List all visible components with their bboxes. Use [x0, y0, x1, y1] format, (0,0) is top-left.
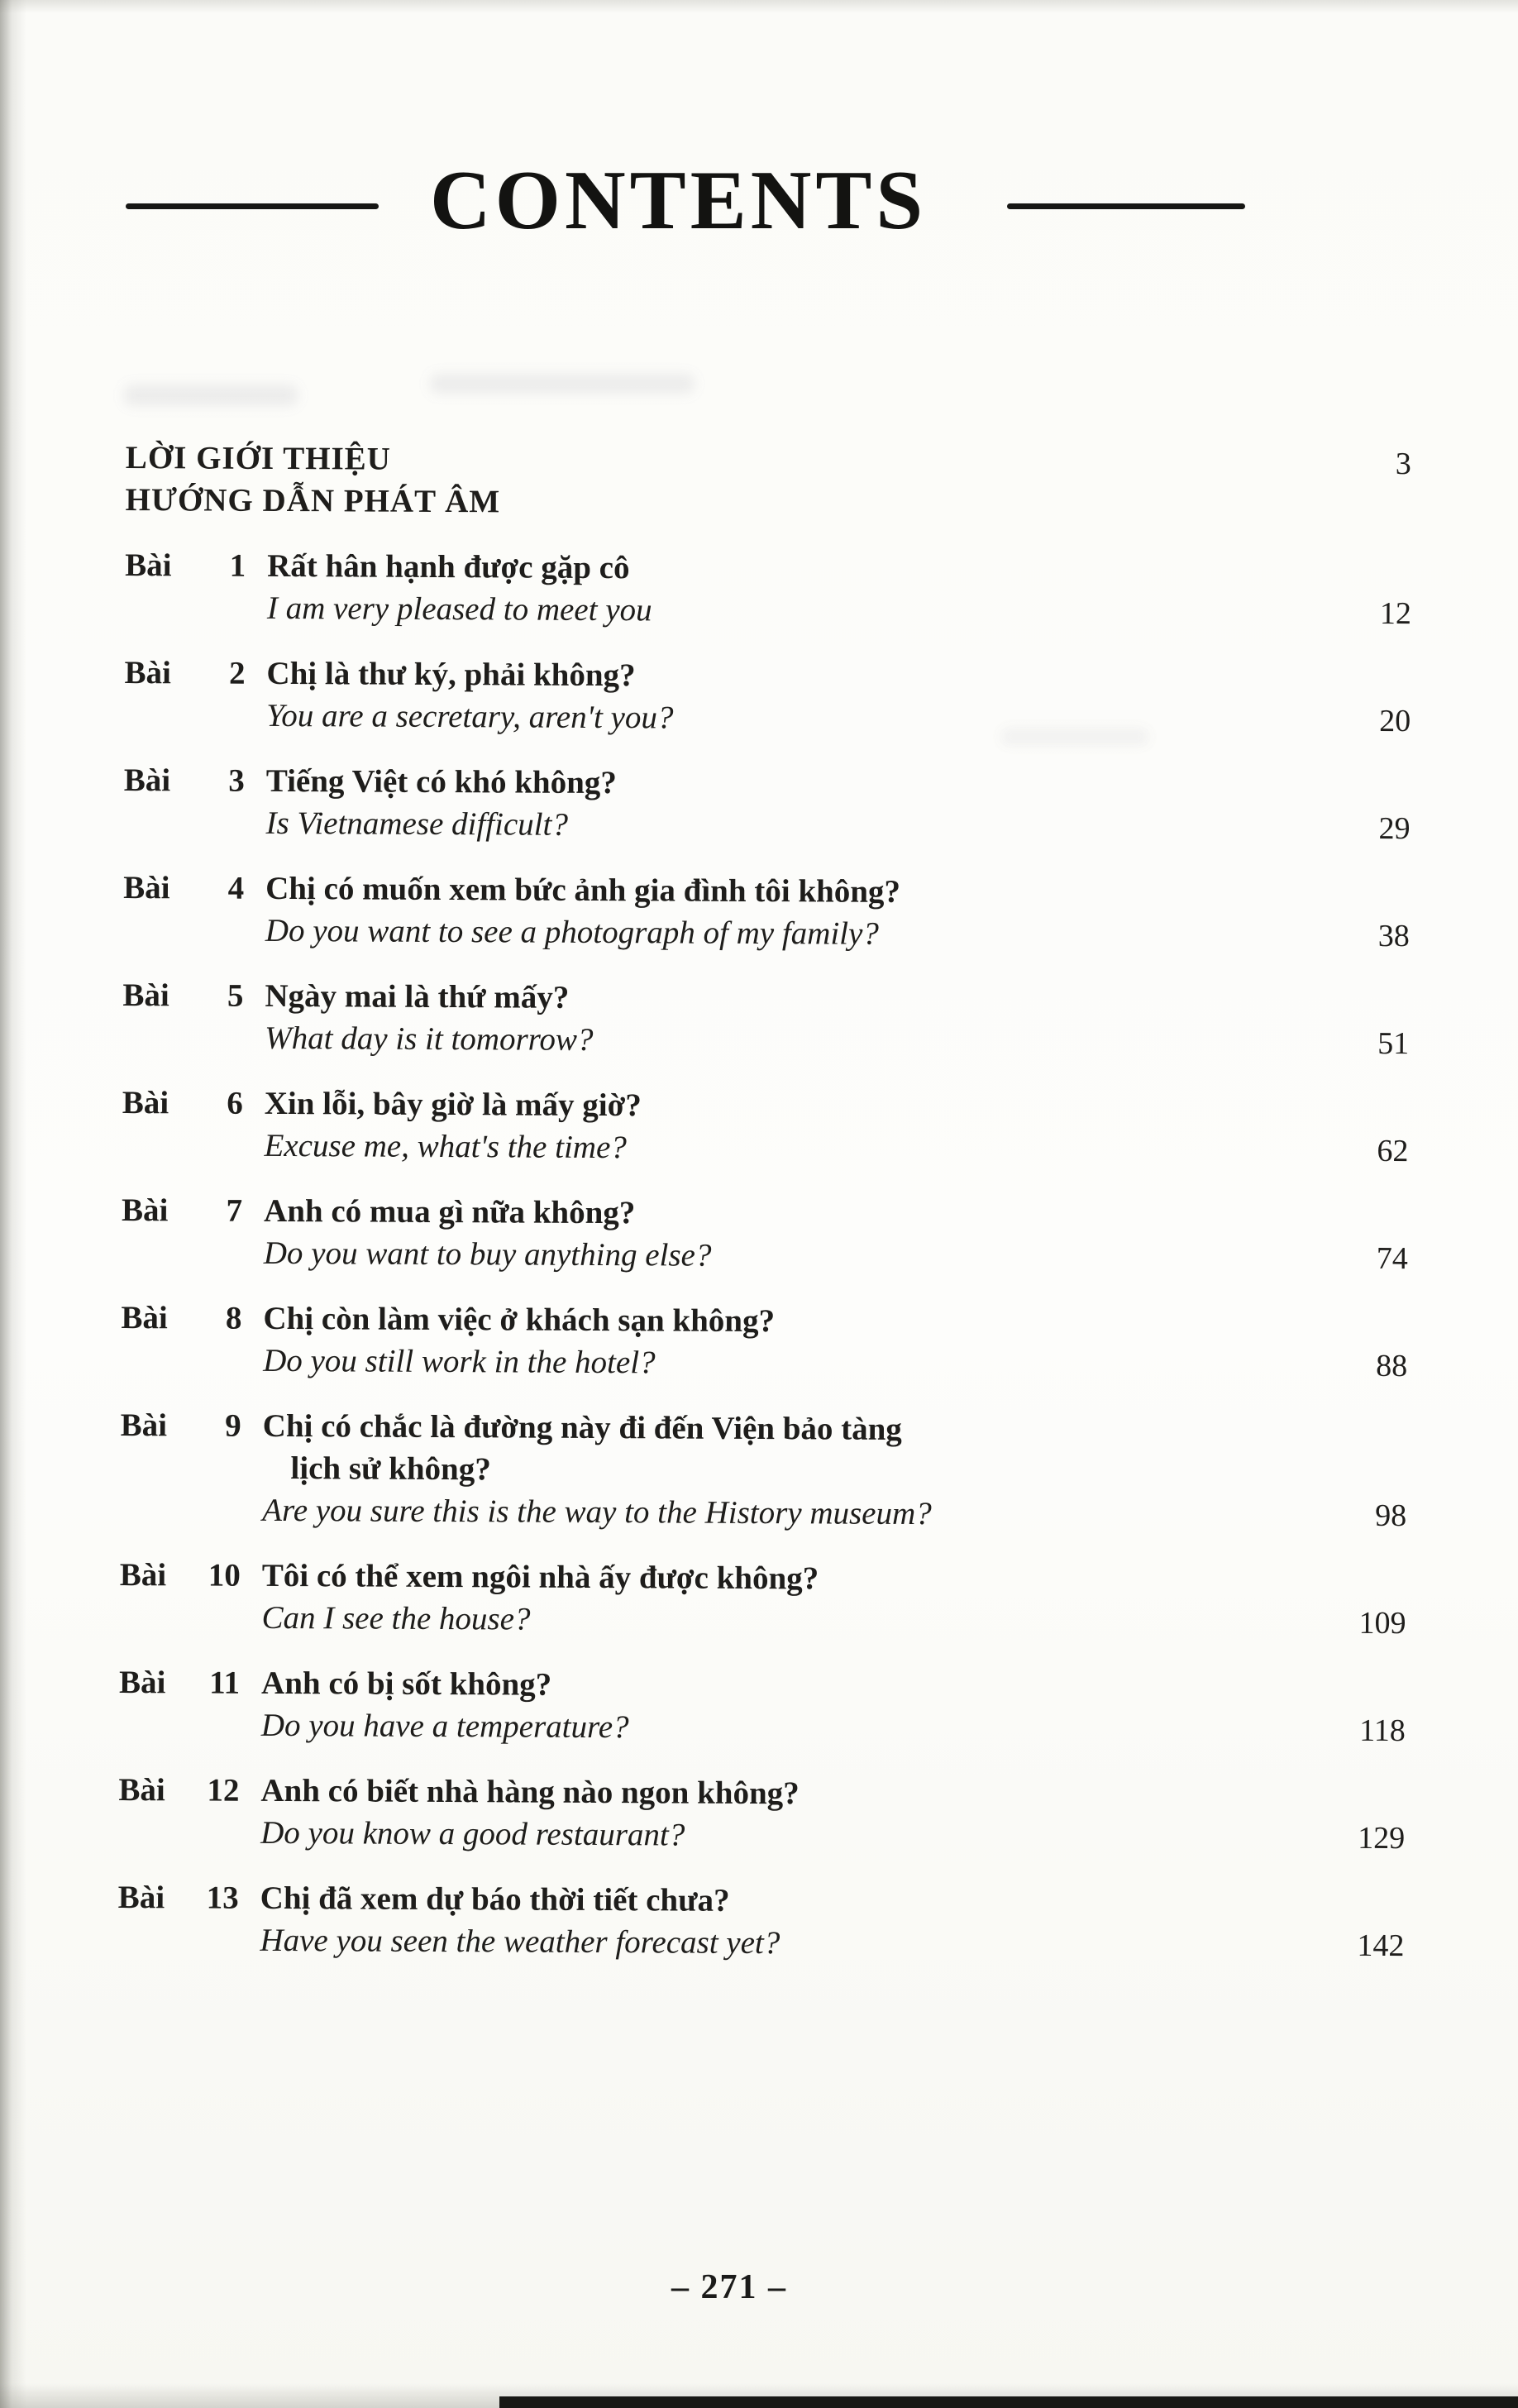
lesson-word: Bài — [121, 1192, 169, 1229]
lesson-word: Bài — [118, 1771, 165, 1808]
toc-lesson — [117, 1876, 1405, 1967]
lesson-line-vi — [121, 1404, 1407, 1453]
lesson-line-en — [121, 1339, 1407, 1388]
lesson-title-en: Excuse me, what's the time? — [264, 1127, 627, 1166]
lesson-number: 10 — [208, 1557, 241, 1593]
lesson-label — [124, 759, 266, 802]
lesson-title-en: Do you have a temperature? — [260, 1707, 629, 1746]
lesson-label — [120, 1554, 262, 1597]
lesson-title-vi: Tiếng Việt có khó không? — [265, 762, 617, 801]
toc-lesson — [122, 1082, 1409, 1173]
lesson-line-en — [122, 1231, 1408, 1280]
front-matter-page-number: 3 — [1395, 447, 1412, 482]
lesson-label — [122, 1082, 265, 1125]
lesson-label — [119, 1661, 261, 1704]
page-title: CONTENTS — [430, 154, 928, 247]
lesson-line-en — [117, 1918, 1404, 1967]
lesson-title-vi-continued: lịch sử không? — [290, 1450, 491, 1488]
lesson-title-vi: Tôi có thể xem ngôi nhà ấy được không? — [261, 1557, 819, 1597]
toc-lesson — [125, 544, 1412, 635]
lesson-title-vi: Rất hân hạnh được gặp cô — [267, 547, 630, 586]
lesson-title-en: I am very pleased to meet you — [266, 590, 652, 628]
lesson-page-number: 88 — [1376, 1348, 1408, 1384]
lesson-word: Bài — [122, 977, 169, 1014]
lesson-word: Bài — [118, 1664, 166, 1701]
lesson-title-en: Do you want to buy anything else? — [263, 1235, 712, 1273]
lesson-word: Bài — [125, 547, 172, 584]
lesson-label — [122, 1189, 264, 1232]
lesson-word: Bài — [123, 762, 171, 799]
contents-header — [0, 154, 1518, 266]
lesson-title-en: Are you sure this is the way to the History museum? — [262, 1492, 932, 1532]
lesson-page-number: 109 — [1358, 1605, 1406, 1641]
lesson-label — [124, 652, 266, 695]
lesson-page-number: 29 — [1378, 810, 1411, 847]
lesson-line-en — [122, 1124, 1408, 1173]
lesson-number: 1 — [229, 547, 246, 584]
lesson-page-number: 51 — [1377, 1025, 1410, 1062]
lesson-label — [123, 867, 265, 910]
lesson-title-en: Have you seen the weather forecast yet? — [260, 1922, 780, 1961]
scan-left-edge-shadow — [0, 0, 26, 2408]
footer-page-number: – 271 – — [671, 2268, 787, 2306]
lesson-line-vi — [124, 759, 1411, 808]
lesson-word: Bài — [120, 1407, 168, 1444]
lesson-line-vi — [122, 1189, 1408, 1238]
lesson-number: 6 — [227, 1085, 243, 1121]
lesson-line-en — [118, 1811, 1405, 1860]
toc-lesson — [118, 1769, 1406, 1860]
lesson-number: 7 — [226, 1192, 243, 1229]
scan-bottom-bar — [499, 2396, 1518, 2408]
lesson-word: Bài — [121, 1299, 168, 1336]
lesson-line-vi — [118, 1769, 1405, 1818]
lesson-title-vi: Ngày mai là thứ mấy? — [265, 977, 570, 1015]
lesson-line-en — [120, 1488, 1406, 1537]
lesson-number: 5 — [227, 977, 244, 1014]
lesson-label — [118, 1876, 260, 1919]
lesson-label — [122, 974, 265, 1017]
lesson-number: 2 — [228, 655, 246, 691]
lesson-line-vi — [118, 1876, 1405, 1925]
lesson-title-vi: Chị có chắc là đường này đi đến Viện bảo tàng — [262, 1407, 902, 1447]
title-rule-left — [126, 203, 379, 209]
lesson-number: 11 — [209, 1665, 241, 1701]
lesson-word: Bài — [123, 869, 170, 906]
toc-lesson — [121, 1297, 1408, 1388]
ink-bleedthrough — [124, 385, 298, 406]
toc-lesson — [119, 1661, 1406, 1752]
lesson-title-vi: Anh có biết nhà hàng nào ngon không? — [260, 1772, 800, 1812]
lesson-number: 4 — [227, 870, 245, 906]
front-matter-title: HƯỚNG DẪN PHÁT ÂM — [125, 481, 501, 520]
lesson-title-vi: Anh có mua gì nữa không? — [263, 1192, 636, 1231]
lesson-line-en — [119, 1596, 1406, 1645]
lesson-title-vi: Chị là thư ký, phải không? — [266, 655, 636, 694]
lesson-word: Bài — [117, 1879, 165, 1916]
front-matter-title: LỜI GIỚI THIỆU — [125, 439, 392, 477]
lesson-word: Bài — [124, 654, 171, 691]
lesson-title-vi: Anh có bị sốt không? — [260, 1665, 552, 1703]
toc-lesson — [123, 759, 1411, 850]
toc-lesson — [124, 652, 1411, 743]
lesson-title-en: Is Vietnamese difficult? — [265, 805, 569, 843]
lesson-line-vi — [125, 544, 1411, 593]
lesson-label — [118, 1769, 260, 1812]
lesson-title-vi: Chị còn làm việc ở khách sạn không? — [263, 1300, 776, 1340]
lesson-line-en — [124, 694, 1411, 743]
lesson-label — [125, 544, 267, 587]
toc-lesson — [123, 867, 1411, 958]
lesson-line-vi — [124, 652, 1411, 700]
lesson-label — [121, 1297, 263, 1340]
lesson-page-number: 118 — [1359, 1713, 1406, 1749]
lesson-title-en: Do you know a good restaurant? — [260, 1814, 685, 1853]
lesson-word: Bài — [119, 1556, 167, 1593]
lesson-title-en: What day is it tomorrow? — [265, 1020, 594, 1058]
toc-lesson — [119, 1554, 1406, 1645]
lesson-page-number: 129 — [1358, 1820, 1406, 1856]
lesson-page-number: 12 — [1379, 595, 1412, 632]
lesson-title-vi: Xin lỗi, bây giờ là mấy giờ? — [264, 1085, 642, 1124]
lesson-page-number: 20 — [1379, 703, 1411, 739]
lesson-number: 9 — [225, 1407, 241, 1444]
lesson-number: 8 — [225, 1300, 242, 1336]
lesson-title-vi: Chị có muốn xem bức ảnh gia đình tôi không? — [265, 870, 901, 910]
lesson-line-en — [122, 1016, 1409, 1065]
lesson-line-en — [119, 1703, 1406, 1752]
toc-lesson — [122, 974, 1410, 1065]
table-of-contents — [117, 437, 1412, 1967]
lesson-page-number: 74 — [1376, 1240, 1408, 1277]
lesson-number: 3 — [228, 762, 245, 799]
lesson-line-vi — [119, 1661, 1406, 1710]
lesson-line-vi — [123, 867, 1410, 915]
lesson-title-en: Do you want to see a photograph of my family? — [265, 912, 879, 952]
lesson-page-number: 98 — [1375, 1498, 1407, 1534]
lesson-number: 13 — [206, 1880, 239, 1916]
title-rule-right — [1007, 203, 1245, 209]
lesson-label — [121, 1404, 263, 1447]
lesson-line-en — [125, 586, 1411, 635]
toc-lesson — [122, 1189, 1409, 1280]
lesson-title-en: You are a secretary, aren't you? — [266, 697, 674, 736]
lesson-line-en — [123, 909, 1410, 958]
lesson-line-vi — [121, 1297, 1407, 1345]
lesson-line-vi — [122, 974, 1409, 1023]
ink-bleedthrough — [430, 374, 695, 394]
toc-lesson — [120, 1404, 1407, 1537]
lesson-page-number: 38 — [1377, 918, 1410, 954]
lesson-title-vi: Chị đã xem dự báo thời tiết chưa? — [260, 1880, 730, 1918]
lesson-line-vi — [120, 1554, 1406, 1603]
toc-front-row — [125, 479, 1411, 528]
toc-front-row — [126, 437, 1412, 485]
lesson-page-number: 142 — [1357, 1928, 1405, 1964]
lesson-line-en — [123, 801, 1410, 850]
lesson-title-en: Can I see the house? — [261, 1599, 531, 1637]
lesson-page-number: 62 — [1377, 1133, 1409, 1169]
lesson-title-en: Do you still work in the hotel? — [263, 1342, 656, 1381]
lesson-line-vi — [122, 1082, 1409, 1130]
lesson-number: 12 — [207, 1772, 240, 1808]
scan-top-edge-shadow — [0, 0, 1518, 13]
lesson-word: Bài — [122, 1084, 169, 1121]
